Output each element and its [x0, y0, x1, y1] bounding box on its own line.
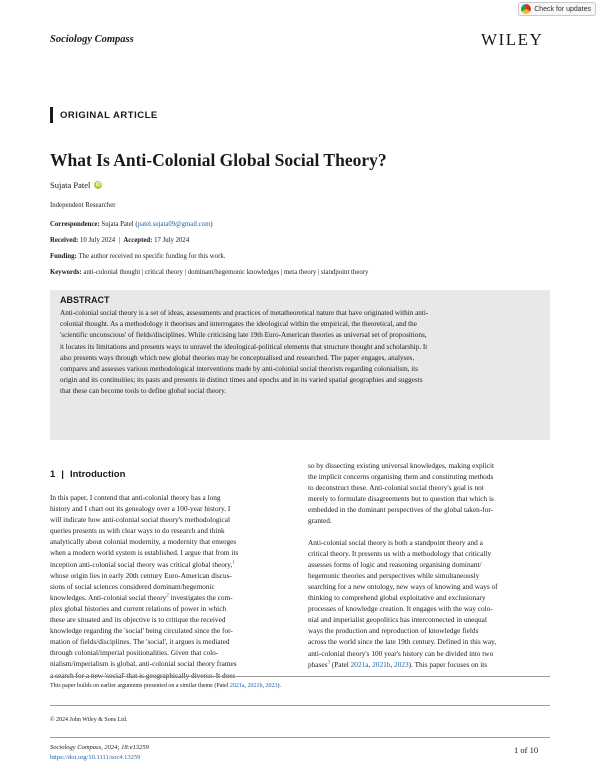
body-line [50, 592, 293, 603]
body-text: phases [308, 659, 328, 669]
body-line: Anti-colonial social theory is both a standpoint theory and a [308, 537, 483, 547]
body-line: whose origin lies in early 20th century Euro-American discus- [50, 570, 232, 580]
body-line: embedded in the dominant perspectives of the global taken-for- [308, 505, 494, 515]
body-line: the implicit concerns organising them and constituting methods [308, 472, 494, 482]
citation-link[interactable]: 2023 [265, 683, 278, 689]
body-text: investigates the com- [168, 592, 233, 602]
orcid-icon[interactable]: iD [95, 182, 101, 188]
funding-line [50, 253, 225, 260]
correspondence-email-link[interactable]: patel.sujata09@gmail.com [137, 221, 211, 228]
body-line: nialism/imperialism is global, anti-colonial social theory frames [50, 659, 237, 669]
body-line: granted. [308, 516, 332, 526]
body-line: processes of knowledge creation. It engages with the way colo- [308, 604, 493, 614]
keywords-label: Keywords: [50, 269, 82, 276]
body-line: knowledge regarding the 'social' being circulated since the for- [50, 626, 233, 636]
body-line: hegemonic theories and perspectives while simultaneously [308, 570, 480, 580]
body-text: ). This paper focuses on its [408, 659, 488, 669]
publisher-logo: WILEY [481, 30, 544, 49]
keywords-line [50, 269, 368, 276]
body-line: to deconstruct these. Anti-colonial social theory's goal is not [308, 483, 484, 493]
abstract-line: it locates its limitations and presents ways to unravel the ideological-political elements that structure thought and scholarship. It [60, 342, 428, 351]
footnote-ref[interactable]: 1 [232, 560, 235, 566]
body-line: nial and imperialist geopolitics has interconnected in unequal [308, 615, 487, 625]
correspondence [50, 221, 213, 228]
journal-name: Sociology Compass [50, 34, 134, 45]
body-line: sions of social sciences considered dominant/hegemonic [50, 581, 215, 591]
footnote-text: This paper builds on earlier arguments presented on a similar theme (Patel [50, 683, 230, 689]
abstract-line: colonial thought. As a methodology it theorises and interrogates the ideological within the empirical, the theoretical, and the [60, 320, 417, 329]
correspondence-close: ) [210, 221, 213, 228]
body-line: history and I chart out its genealogy over a 100-year history. I [50, 504, 231, 514]
funding-label: Funding: [50, 253, 77, 260]
citation-link[interactable]: 2023 [394, 659, 409, 669]
body-line: critical theory. It presents us with a methodology that critically [308, 548, 492, 558]
body-line: when a modern world system is established. I argue that from its [50, 548, 239, 558]
body-text: (Patel [329, 659, 351, 669]
body-line: assesses forms of logic and reasoning organising dominant/ [308, 559, 482, 569]
citation-link[interactable]: 2021b [372, 659, 391, 669]
footnote: This paper builds on earlier arguments presented on a similar theme (Patel 2021a, 2021b, 2023). [50, 683, 282, 689]
body-line: In this paper, I contend that anti-colonial theory has a long [50, 493, 221, 502]
correspondence-label: Correspondence: [50, 221, 100, 228]
left-column [50, 492, 293, 681]
dates-separator: | [118, 237, 120, 244]
section-heading [50, 469, 125, 480]
body-line: ways the production and reproduction of knowledge fields [308, 626, 479, 636]
copyright: © 2024 John Wiley & Sons Ltd. [50, 717, 128, 723]
abstract-body [60, 308, 540, 398]
body-line [50, 559, 293, 570]
section-title: Introduction [69, 469, 126, 480]
body-line: analytically about colonial modernity, a modernity that emerges [50, 537, 237, 547]
footnote-ref[interactable]: 3 [327, 660, 330, 666]
abstract-line: compares and assesses various methodological interventions made by anti-colonial social theorists regarding colonialism, its [60, 365, 419, 374]
abstract-heading: ABSTRACT [60, 295, 110, 305]
check-for-updates-badge[interactable] [518, 2, 596, 16]
footnote-ref[interactable]: 2 [166, 593, 169, 599]
accepted-label: Accepted: [123, 237, 153, 244]
article-type-bar [50, 107, 53, 123]
crossmark-icon [521, 4, 531, 14]
page-number: 1 of 10 [514, 745, 539, 755]
body-line: mation of fields/disciplines. The 'social', it argues is mediated [50, 637, 230, 647]
article-type-text: ORIGINAL ARTICLE [60, 109, 158, 121]
body-line: a search for a new 'social' that is geographically diverse. It does [50, 670, 236, 680]
body-line: will indicate how anti-colonial social theory's methodological [50, 515, 231, 525]
paragraph [308, 460, 551, 527]
author-name[interactable]: Sujata Patel [50, 180, 91, 190]
body-line: thinking to comprehend global exploitative and exclusionary [308, 593, 486, 603]
section-separator: | [61, 469, 64, 480]
article-type-label [50, 107, 158, 123]
accepted-date: 17 July 2024 [154, 237, 190, 244]
article-title: What Is Anti-Colonial Global Social Theory? [50, 150, 387, 170]
footnote-divider [50, 676, 550, 677]
abstract-line: also presents ways through which new global theories may be conceptualised and researched. The paper engages, analyses, [60, 353, 415, 362]
affiliation: Independent Researcher [50, 202, 116, 209]
body-line: these are situated and its objective is to critique the received [50, 615, 226, 625]
citation-link[interactable]: 2021b [247, 683, 263, 689]
footnote-end: ). [277, 683, 282, 689]
body-line: anti-colonial theory's 100 year's history can be divided into two [308, 648, 494, 658]
received-date: 10 July 2024 [80, 237, 116, 244]
section-number: 1 [50, 469, 56, 480]
footer-divider [50, 737, 550, 738]
body-line: so by dissecting existing universal knowledges, making explicit [308, 461, 495, 470]
correspondence-text: Sujata Patel ( [101, 221, 138, 228]
dates-line [50, 237, 189, 244]
body-line: searching for a new ontology, new ways of knowing and ways of [308, 581, 498, 591]
received-label: Received: [50, 237, 79, 244]
citation-link[interactable]: 2021a [229, 683, 245, 689]
abstract-line: 'scientific unconscious' of fields/disciplines. While criticising late 19th Euro-American theories as universal set of propositions, [60, 331, 427, 340]
abstract-line: Anti-colonial social theory is a set of ideas, assessments and practices of metatheoretical nature that have originated within anti- [60, 309, 429, 317]
body-line: merely to formulate disagreements but to question that which is [308, 494, 494, 504]
keywords-text: anti-colonial thought | critical theory | dominant/hegemonic knowledges | meta theory | standpoint theory [83, 269, 369, 276]
paragraph [308, 537, 551, 670]
copyright-divider [50, 705, 550, 706]
check-for-updates-label: Check for updates [534, 5, 591, 13]
author-line [50, 180, 102, 190]
body-line: phases$^3$ (Patel 2021a, 2021b, 2023). This paper focuses on its [308, 659, 488, 669]
footer-citation: Sociology Compass, 2024; 18:e13259 [50, 744, 149, 751]
body-text: knowledges. Anti-colonial social theory [50, 592, 167, 602]
citation-link[interactable]: 2021a [350, 659, 369, 669]
body-line: across the world since the late 19th century. Defined in this way, [308, 637, 497, 647]
body-line: queries presents us with clear ways to do research and think [50, 526, 225, 536]
abstract-line: that these can become tools to define global social theory. [60, 387, 226, 396]
abstract-line: origin and its continuities; its pasts and presents in distinct times and epochs and in its varied spatial geographies and suggests [60, 376, 423, 385]
footer-doi-link[interactable]: https://doi.org/10.1111/soc4.13259 [50, 754, 141, 761]
body-line: plex global histories and current relations of power in which [50, 603, 227, 613]
abstract-box [50, 290, 550, 440]
body-line: through colonial/imperial positionalities. Given that colo- [50, 648, 219, 658]
funding-text: The author received no specific funding for this work. [78, 253, 226, 260]
right-column [308, 460, 551, 680]
body-text: inception anti-colonial social theory was critical global theory, [50, 559, 233, 569]
